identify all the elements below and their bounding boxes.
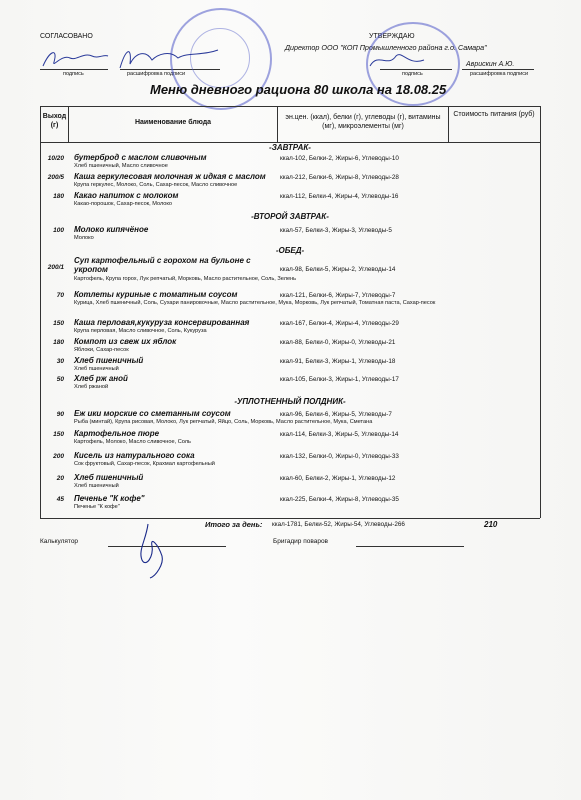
row-output: 50	[56, 376, 64, 383]
row-ingredients: Печенье "К кофе"	[74, 504, 120, 510]
signature-scribble-right	[368, 48, 428, 72]
row-ingredients: Хлеб ржаной	[74, 384, 109, 390]
header-cost: Стоимость питания (руб)	[453, 111, 535, 118]
signature-caption-left: подпись	[63, 71, 84, 77]
calculator-label: Калькулятор	[40, 538, 79, 545]
row-output: 45	[56, 496, 64, 503]
row-nutrition: ккал-96, Белки-6, Жиры-5, Углеводы-7	[280, 411, 392, 418]
row-ingredients: Яблоки, Сахар-песок	[74, 347, 129, 353]
row-output: 200	[53, 453, 64, 460]
row-ingredients: Сок фруктовый, Сахар-песок, Крахмал картофельный	[74, 461, 215, 467]
row-dish-name: Каша перловая,кукуруза консервированная	[74, 318, 250, 327]
row-output: 10/20	[47, 155, 64, 162]
decoding-caption-left: расшифровка подписи	[127, 71, 186, 77]
row-dish-name: Хлеб пшеничный	[74, 356, 144, 365]
row-ingredients: Хлеб пшеничный	[74, 366, 119, 372]
section-title-afternoon-snack: -УПЛОТНЕННЫЙ ПОЛДНИК-	[234, 397, 346, 406]
row-nutrition: ккал-132, Белки-0, Жиры-0, Углеводы-33	[280, 453, 399, 460]
row-nutrition: ккал-167, Белки-4, Жиры-4, Углеводы-29	[280, 320, 399, 327]
row-nutrition: ккал-98, Белки-5, Жиры-2, Углеводы-14	[280, 266, 396, 273]
row-nutrition: ккал-114, Белки-3, Жиры-5, Углеводы-14	[280, 431, 399, 438]
row-output: 150	[53, 431, 64, 438]
approved-label: УТВЕРЖДАЮ	[369, 33, 415, 40]
chef-signature-line	[356, 546, 464, 547]
row-dish-name: Какао напиток с молоком	[74, 191, 179, 200]
row-dish-name: Кисель из натурального сока	[74, 451, 195, 460]
row-nutrition: ккал-60, Белки-2, Жиры-1, Углеводы-12	[280, 475, 396, 482]
row-dish-name: Компот из свеж их яблок	[74, 337, 177, 346]
row-dish-name: Еж ики морские со сметанным соусом	[74, 409, 231, 418]
row-ingredients: Крупа геркулес, Молоко, Соль, Сахар-песок, Масло сливочное	[74, 182, 238, 188]
totals-cost: 210	[484, 520, 498, 529]
row-ingredients: Молоко	[74, 235, 94, 241]
row-dish-name: Суп картофельный с горохом на бульоне с укропом	[74, 256, 251, 274]
row-dish-name: Хлеб пшеничный	[74, 473, 144, 482]
row-output: 30	[56, 358, 64, 365]
row-ingredients: Какао-порошок, Сахар-песок, Молоко	[74, 201, 173, 207]
section-title-second-breakfast: -ВТОРОЙ ЗАВТРАК-	[251, 212, 329, 221]
table-right-border	[540, 106, 541, 518]
row-nutrition: ккал-105, Белки-3, Жиры-1, Углеводы-17	[280, 376, 399, 383]
row-dish-name: Печенье "К кофе"	[74, 494, 145, 503]
totals-value: ккал-1781, Белки-52, Жиры-54, Углеводы-266	[272, 521, 405, 528]
row-ingredients: Курица, Хлеб пшеничный, Соль, Сухари панировочные, Масло растительное, Мука, Морковь, Лук репчатый, Томатная паста, Сахар-песок	[74, 300, 436, 306]
row-nutrition: ккал-121, Белки-6, Жиры-7, Углеводы-7	[280, 292, 396, 299]
row-nutrition: ккал-212, Белки-6, Жиры-8, Углеводы-28	[280, 174, 399, 181]
row-dish-name: Хлеб рж аной	[74, 374, 128, 383]
row-ingredients: Крупа перловая, Масло сливочное, Соль, Кукуруза	[74, 328, 207, 334]
decoding-caption-right: расшифровка подписи	[470, 71, 529, 77]
row-dish-name: Котлеты куриные с томатным соусом	[74, 290, 238, 299]
totals-label: Итого за день:	[205, 520, 263, 529]
row-nutrition: ккал-91, Белки-3, Жиры-1, Углеводы-18	[280, 358, 396, 365]
row-ingredients: Картофель, Крупа горох, Лук репчатый, Морковь, Масло растительное, Соль, Зелень	[74, 276, 297, 282]
table-bottom-border	[40, 518, 540, 519]
signature-caption-right: подпись	[402, 71, 423, 77]
signature-scribble-left	[40, 46, 110, 70]
header-output: Выход (г)	[42, 113, 67, 129]
row-dish-name: Каша геркулесовая молочная ж идкая с маслом	[74, 172, 266, 181]
calculator-signature	[128, 520, 178, 580]
director-name: Аврискин А.Ю.	[466, 61, 515, 68]
decoding-line-right	[462, 69, 534, 70]
row-nutrition: ккал-57, Белки-3, Жиры-3, Углеводы-5	[280, 227, 392, 234]
row-dish-name: Картофельное пюре	[74, 429, 160, 438]
signature-scribble-left-2	[118, 42, 228, 72]
row-dish-name: Молоко кипячёное	[74, 225, 149, 234]
page-title: Меню дневного рациона 80 школа на 18.08.25	[150, 82, 447, 97]
row-nutrition: ккал-102, Белки-2, Жиры-6, Углеводы-10	[280, 155, 399, 162]
section-title-breakfast: -ЗАВТРАК-	[269, 143, 311, 152]
chef-label: Бригадир поваров	[273, 538, 329, 545]
row-output: 200/1	[47, 264, 64, 271]
row-nutrition: ккал-225, Белки-4, Жиры-8, Углеводы-35	[280, 496, 399, 503]
row-output: 200/5	[47, 174, 64, 181]
table-top-border	[40, 106, 540, 107]
row-ingredients: Рыба (минтай), Крупа рисовая, Молоко, Лук репчатый, Яйцо, Соль, Морковь, Масло растительное, Мука, Сметана	[74, 419, 373, 425]
row-output: 180	[53, 339, 64, 346]
row-ingredients: Хлеб пшеничный	[74, 483, 119, 489]
col-divider-2	[277, 106, 278, 142]
header-dish: Наименование блюда	[134, 119, 212, 126]
row-dish-name: бутерброд с маслом сливочным	[74, 153, 207, 162]
row-ingredients: Картофель, Молоко, Масло сливочное, Соль	[74, 439, 191, 445]
row-output: 70	[56, 292, 64, 299]
agreed-label: СОГЛАСОВАНО	[40, 33, 93, 40]
row-output: 90	[56, 411, 64, 418]
row-nutrition: ккал-112, Белки-4, Жиры-4, Углеводы-16	[280, 193, 399, 200]
header-nutrition: эн.цен. (ккал), белки (г), углеводы (г), витамины (мг), микроэлементы (мг)	[285, 114, 441, 130]
director-line: Директор ООО "КОП Промышленного района г.о. Самара"	[285, 43, 487, 52]
section-title-lunch: -ОБЕД-	[275, 246, 305, 255]
row-output: 180	[53, 193, 64, 200]
row-ingredients: Хлеб пшеничный, Масло сливочное	[74, 163, 168, 169]
row-output: 20	[56, 475, 64, 482]
row-nutrition: ккал-88, Белки-0, Жиры-0, Углеводы-21	[280, 339, 396, 346]
row-output: 100	[53, 227, 64, 234]
row-output: 150	[53, 320, 64, 327]
